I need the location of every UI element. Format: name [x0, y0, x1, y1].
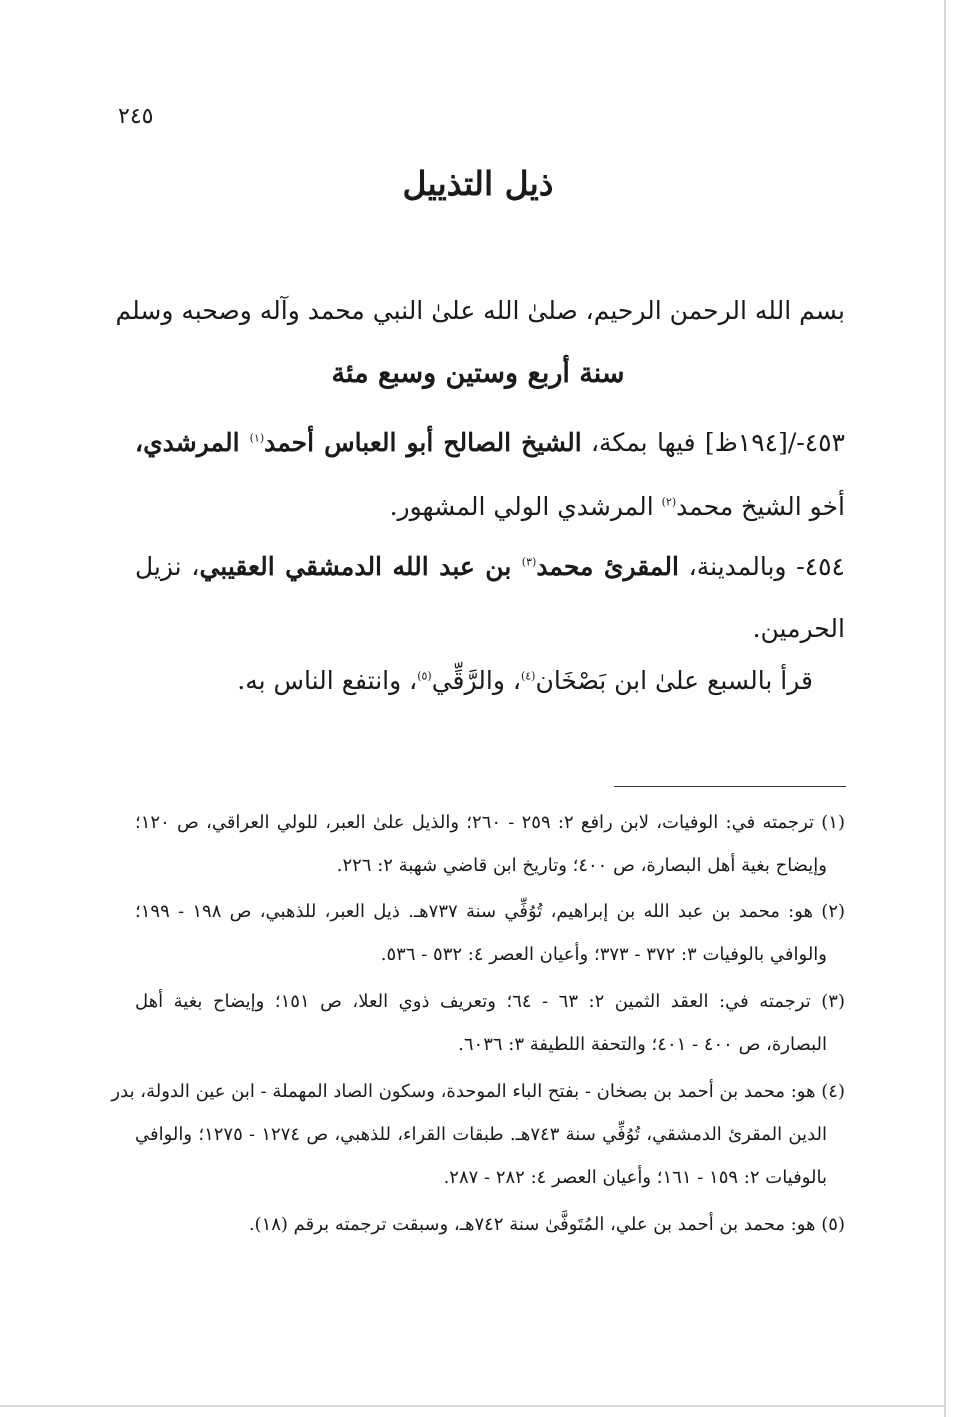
page-edge-bottom: [0, 1405, 946, 1407]
footnote-ref-1[interactable]: (١): [249, 431, 265, 445]
entry-453-nisba: المرشدي،: [135, 428, 250, 457]
chapter-title: ذيل التذييل: [402, 164, 554, 203]
entry-454-text-c: ، وانتفع الناس به.: [237, 666, 418, 695]
page-number: ٢٤٥: [118, 104, 154, 129]
footnote-1-line-1: (١) ترجمته في: الوفيات، لابن رافع ٢: ٢٥٩ - ٢٦٠؛ والذيل علىٰ العبر، للولي العراقي، ص ١٢٠؛: [135, 812, 845, 833]
entry-453-brother: أخو الشيخ محمد: [676, 492, 845, 521]
footnote-2-line-2: والوافي بالوفيات ٣: ٣٧٢ - ٣٧٣؛ وأعيان العصر ٤: ٥٣٢ - ٥٣٦.: [380, 944, 827, 965]
entry-454-text-b: ، والرَّقِّي: [431, 666, 521, 695]
entry-453-brother-tail: المرشدي الولي المشهور.: [389, 492, 662, 521]
entry-454-line-2: الحرمين.: [752, 614, 845, 643]
entry-454-prefix: ٤٥٤- وبالمدينة،: [678, 552, 845, 581]
footnote-5-line-1: (٥) هو: محمد بن أحمد بن علي، المُتَوفَّىٰ سنة ٧٤٢هـ، وسبقت ترجمته برقم (١٨).: [248, 1214, 845, 1235]
page-edge-right: [944, 0, 946, 1417]
footnote-ref-3[interactable]: (٣): [521, 555, 537, 569]
entry-453-prefix: ٤٥٣-/[١٩٤ظ] فيها بمكة،: [581, 428, 845, 457]
footnote-3-line-2: البصارة، ص ٤٠٠ - ٤٠١؛ والتحفة اللطيفة ٣: ٦٠٣٦.: [458, 1034, 827, 1055]
footnote-ref-2[interactable]: (٢): [661, 495, 677, 509]
footnote-ref-4[interactable]: (٤): [520, 669, 536, 683]
footnote-2-line-1: (٢) هو: محمد بن عبد الله بن إبراهيم، تُوُفِّي سنة ٧٣٧هـ. ذيل العبر، للذهبي، ص ١٩٨ - ١٩٩؛: [135, 901, 846, 922]
footnote-separator: [614, 786, 846, 787]
entry-453-line-1: [135, 428, 845, 457]
year-heading: سنة أربع وستين وسبع مئة: [331, 358, 625, 389]
entry-453-line-2: [135, 492, 845, 521]
entry-454-text-a: قرأ بالسبع علىٰ ابن بَصْخَان: [535, 666, 813, 695]
footnote-4-line-1: (٤) هو: محمد بن أحمد بن بصخان - بفتح الباء الموحدة، وسكون الصاد المهملة - ابن عين الدولة، بدر: [111, 1081, 845, 1102]
footnote-4-line-2: الدين المقرئ الدمشقي، تُوُفِّي سنة ٧٤٣هـ. طبقات القراء، للذهبي، ص ١٢٧٤ - ١٢٧٥؛ والوافي: [135, 1124, 828, 1145]
entry-453-name: الشيخ الصالح أبو العباس أحمد: [264, 428, 582, 457]
entry-454-name-a: المقرئ محمد: [536, 552, 679, 581]
basmala-line: بسم الله الرحمن الرحيم، صلىٰ الله علىٰ النبي محمد وآله وصحبه وسلم: [115, 296, 845, 325]
entry-454-line-3: [135, 666, 845, 695]
entry-454-tail: ، نزيل: [135, 552, 200, 581]
entry-454-name-b: بن عبد الله الدمشقي العقيبي: [199, 552, 522, 581]
footnote-ref-5[interactable]: (٥): [417, 669, 432, 683]
entry-454-line-1: [135, 552, 845, 581]
footnote-3-line-1: (٣) ترجمته في: العقد الثمين ٢: ٦٣ - ٦٤؛ وتعريف ذوي العلا، ص ١٥١؛ وإيضاح بغية أهل: [135, 991, 845, 1012]
footnote-1-line-2: وإيضاح بغية أهل البصارة، ص ٤٠٠؛ وتاريخ ابن قاضي شهبة ٢: ٢٢٦.: [336, 855, 827, 876]
footnote-4-line-3: بالوفيات ٢: ١٥٩ - ١٦١؛ وأعيان العصر ٤: ٢٨٢ - ٢٨٧.: [443, 1167, 827, 1188]
